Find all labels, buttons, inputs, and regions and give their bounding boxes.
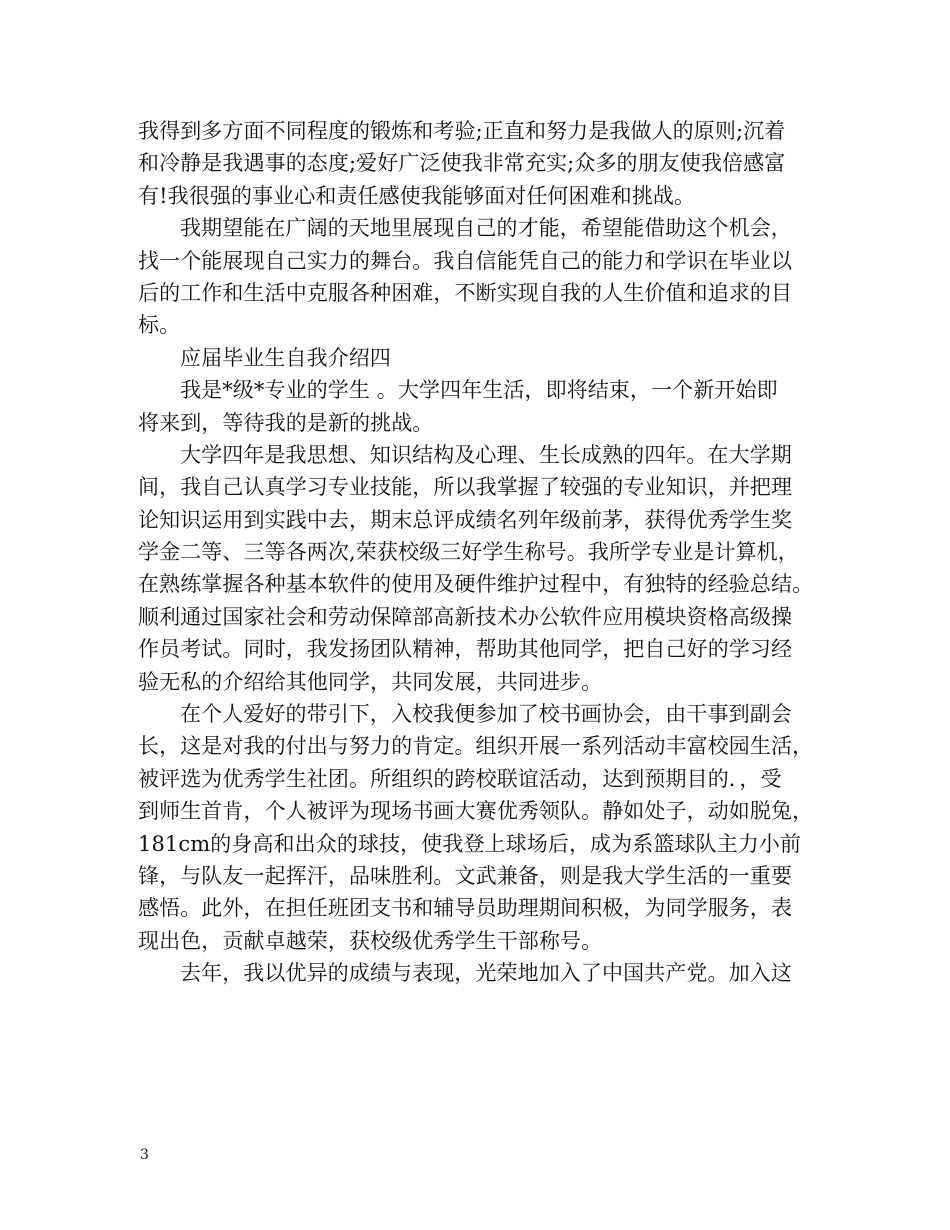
text-line: 长，这是对我的付出与努力的肯定。组织开展一系列活动丰富校园生活， <box>138 734 814 759</box>
text-line: 我得到多方面不同程度的锻炼和考验;正直和努力是我做人的原则;沉着 <box>138 119 786 143</box>
text-line: 大学四年是我思想、知识结构及心理、生长成熟的四年。在大学期 <box>180 442 792 467</box>
text-line: 将来到，等待我的是新的挑战。 <box>138 410 434 435</box>
text-line: 锋，与队友一起挥汗，品味胜利。文武兼备，则是我大学生活的一重要 <box>138 863 793 888</box>
text-line: 我期望能在广阔的天地里展现自己的才能，希望能借助这个机会， <box>180 216 792 241</box>
text-line: 作员考试。同时，我发扬团队精神，帮助其他同学，把自己好的学习经 <box>138 637 793 662</box>
text-line: 现出色，贡献卓越荣，获校级优秀学生干部称号。 <box>138 928 603 953</box>
text-line: 在个人爱好的带引下，入校我便参加了校书画协会，由干事到副会 <box>180 702 792 727</box>
text-line: 181cm的身高和出众的球技，使我登上球场后，成为系篮球队主力小前 <box>138 831 802 856</box>
text-line: 我是*级*专业的学生 。大学四年生活，即将结束，一个新开始即 <box>180 378 778 403</box>
text-line: 应届毕业生自我介绍四 <box>180 345 391 370</box>
text-line: 论知识运用到实践中去，期末总评成绩名列年级前茅，获得优秀学生奖 <box>138 507 793 532</box>
text-line: 到师生首肯，个人被评为现场书画大赛优秀领队。静如处子，动如脱兔， <box>138 799 814 824</box>
text-line: 标。 <box>138 313 181 338</box>
text-line: 有!我很强的事业心和责任感使我能够面对任何困难和挑战。 <box>138 183 696 208</box>
text-line: 后的工作和生活中克服各种困难，不断实现自我的人生价值和追求的目 <box>138 280 793 305</box>
document-body <box>138 115 818 990</box>
text-line: 去年，我以优异的成绩与表现，光荣地加入了中国共产党。加入这 <box>180 961 792 986</box>
text-line: 学金二等、三等各两次,荣获校级三好学生称号。我所学专业是计算机， <box>138 540 799 565</box>
text-line: 顺利通过国家社会和劳动保障部高新技术办公软件应用模块资格高级操 <box>138 604 793 629</box>
text-line: 和冷静是我遇事的态度;爱好广泛使我非常充实;众多的朋友使我倍感富 <box>138 151 786 176</box>
text-line: 间，我自己认真学习专业技能，所以我掌握了较强的专业知识，并把理 <box>138 475 793 500</box>
text-line: 感悟。此外，在担任班团支书和辅导员助理期间积极，为同学服务，表 <box>138 896 793 921</box>
page-number: 3 <box>140 1147 149 1163</box>
text-line: 找一个能展现自己实力的舞台。我自信能凭自己的能力和学识在毕业以 <box>138 248 793 273</box>
text-line: 在熟练掌握各种基本软件的使用及硬件维护过程中，有独特的经验总结。 <box>138 572 814 597</box>
text-line: 被评选为优秀学生社团。所组织的跨校联谊活动，达到预期目的．，受 <box>138 766 782 791</box>
text-line: 验无私的介绍给其他同学，共同发展，共同进步。 <box>138 669 603 694</box>
